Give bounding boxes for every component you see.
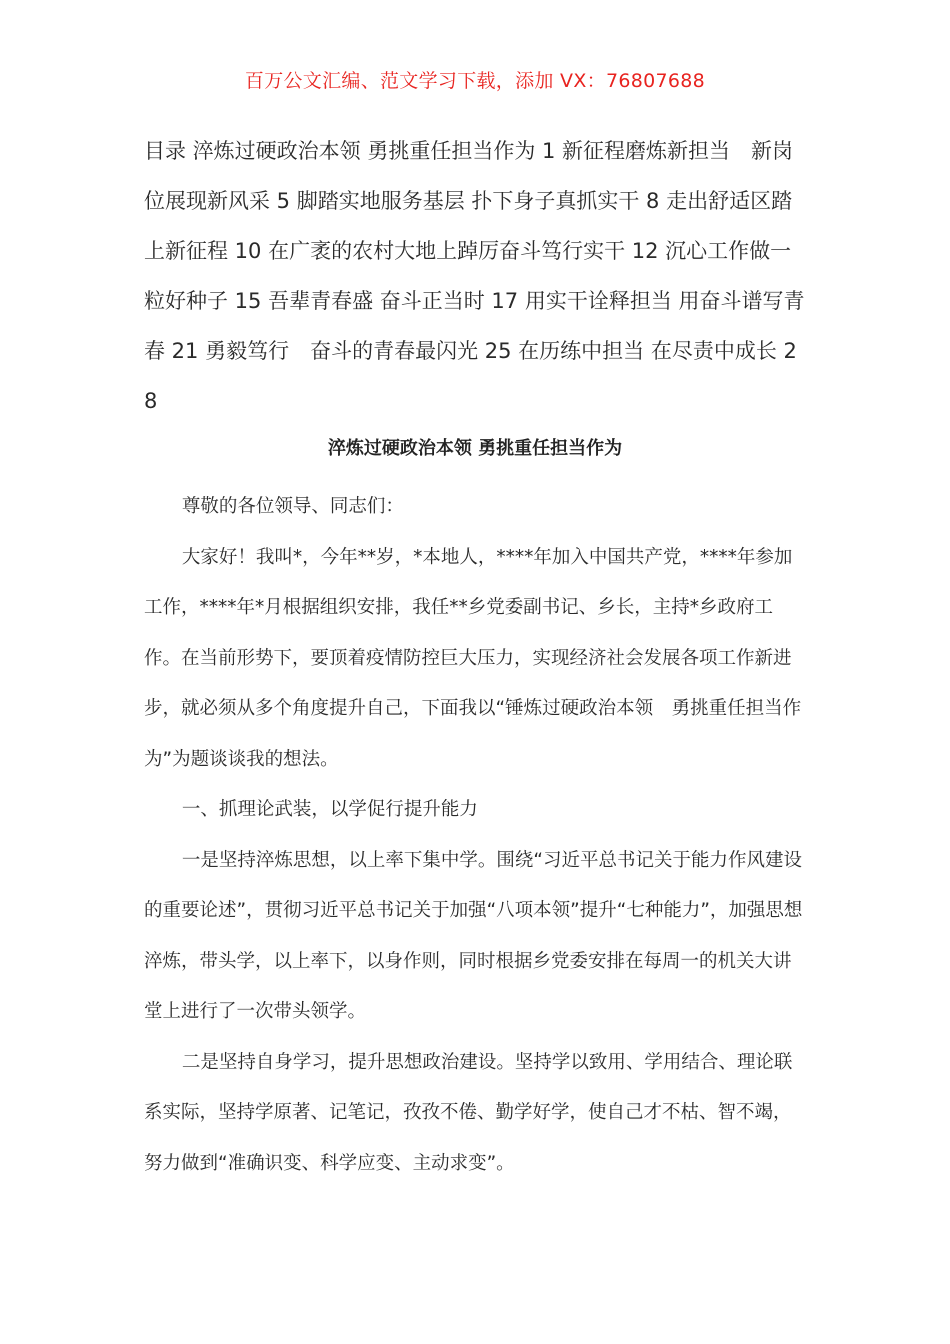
body-paragraph: 一是坚持淬炼思想，以上率下集中学。围绕“习近平总书记关于能力作风建设的重要论述”，贯彻习近平总书记关于加强“八项本领”提升“七种能力”，加强思想淬炼，带头学，以上率下，以身作则，同时根据乡党委安排在每周一的机关大讲堂上进行了一次带头领学。 (144, 849, 803, 1022)
salutation-paragraph: 尊敬的各位领导、同志们： (181, 496, 404, 517)
section-heading-1: 一、抓理论武装，以学促行提升能力 (181, 799, 478, 820)
intro-paragraph: 大家好！我叫*，今年**岁，*本地人，****年加入中国共产党，****年参加工作，****年*月根据组织安排，我任**乡党委副书记、乡长，主持*乡政府工作。在当前形势下，要顶着疫情防控巨大压力，实现经济社会发展各项工作新进步，就必须从多个角度提升自己，下面我以“锤炼过硬政治本领 勇挑重任担当作为”为题谈谈我的想法。 (144, 546, 802, 770)
document-body (144, 482, 808, 1189)
promo-header: 百万公文汇编、范文学习下载，添加 VX：76807688 (244, 70, 706, 92)
body-paragraph: 二是坚持自身学习，提升思想政治建设。坚持学以致用、学用结合、理论联系实际，坚持学原著、记笔记，孜孜不倦、勤学好学，使自己才不枯、智不竭，努力做到“准确识变、科学应变、主动求变”。 (144, 1051, 793, 1174)
document-title: 淬炼过硬政治本领 勇挑重任担当作为 (327, 438, 623, 459)
table-of-contents: 目录 淬炼过硬政治本领 勇挑重任担当作为 1 新征程磨炼新担当 新岗位展现新风采 5 脚踏实地服务基层 扑下身子真抓实干 8 走出舒适区踏上新征程 10 在广袤的农村大地上踔厉奋斗笃行实干 12 沉心工作做一粒好种子 15 吾辈青春盛 奋斗正当时 17 用实干诠释担当 用奋斗谱写青春 21 勇毅笃行 奋斗的青春最闪光 25 在历练中担当 在尽责中成长 28 (144, 139, 805, 413)
